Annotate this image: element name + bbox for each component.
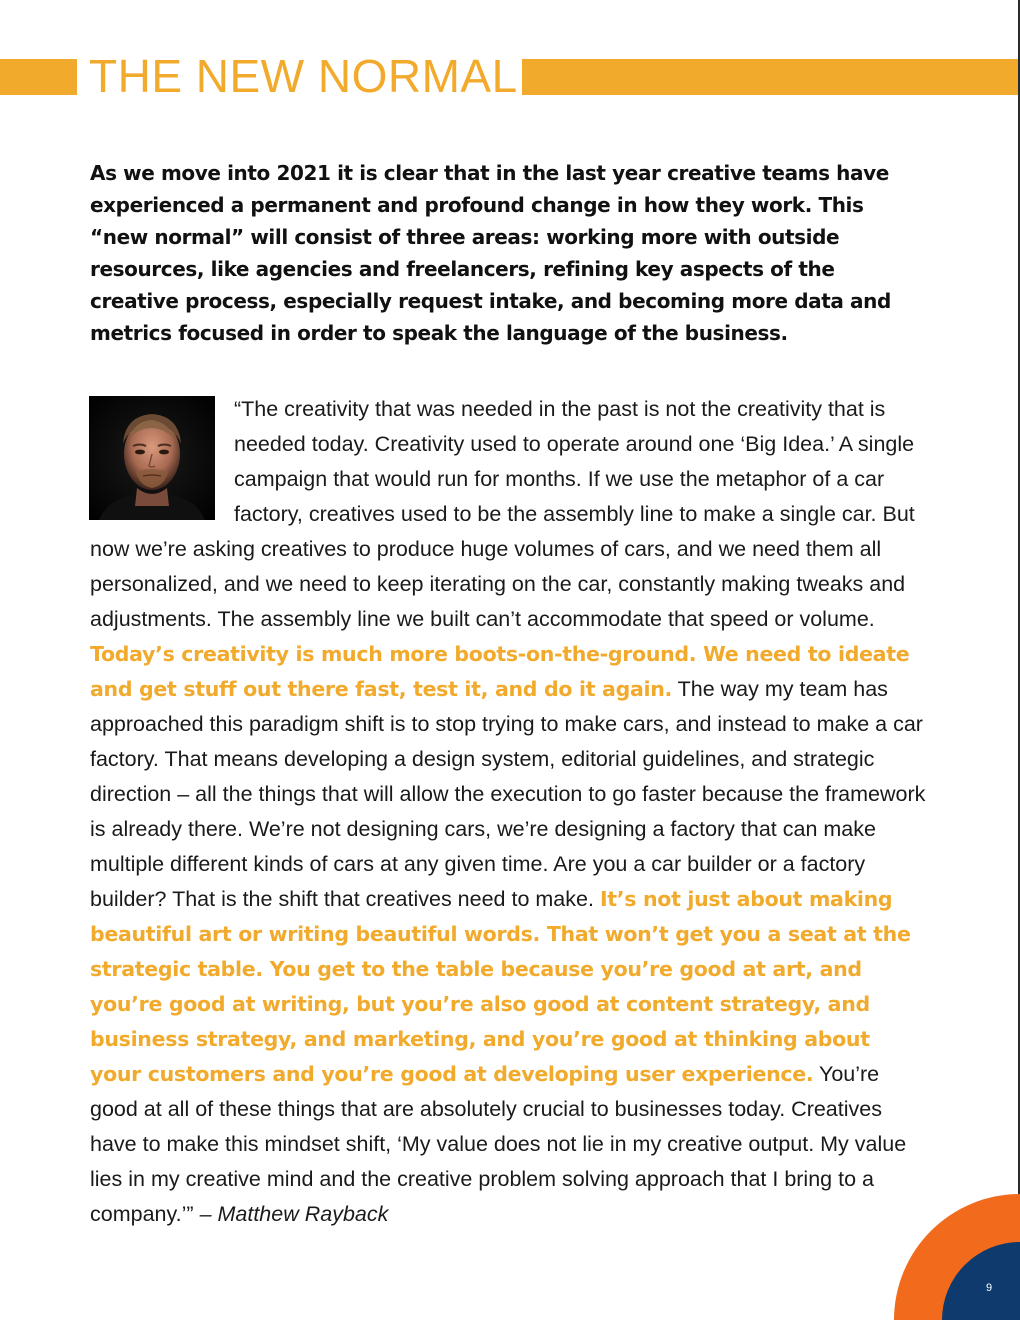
- corner-decoration: [890, 1192, 1020, 1320]
- quote-highlight-1: Today’s creativity is much more boots-on-the-ground. We need to ideate and get stuff out there fast, test it, and do it again.: [90, 642, 910, 701]
- title-bar-right: [522, 59, 1018, 95]
- quote-part-2: The way my team has approached this paradigm shift is to stop trying to make cars, and instead to make a car factory. That means developing a design system, editorial guidelines, and strategic direction – all the things that will allow the execution to go faster because the framework is already there. We’re not designing cars, we’re designing a factory that can make multiple different kinds of cars at any given time. Are you a car builder or a factory builder? That is the shift that creatives need to make.: [90, 677, 926, 911]
- quote-paragraph: [90, 392, 926, 1232]
- quote-part-3: You’re good at all of these things that are absolutely crucial to businesses today. Creatives have to make this mindset shift, ‘My value does not lie in my creative output. My value lies in my creative mind and the creative problem solving approach that I bring to a company.’”: [90, 1062, 907, 1226]
- quote-attribution: – Matthew Rayback: [199, 1202, 389, 1226]
- title-banner: [0, 52, 1020, 100]
- intro-paragraph: As we move into 2021 it is clear that in the last year creative teams have experienced a permanent and profound change in how they work. This “new normal” will consist of three areas: working more with outside resources, like agencies and freelancers, refining key aspects of the creative process, especially request intake, and becoming more data and metrics focused in order to speak the language of the business.: [90, 161, 891, 345]
- title-bar-left: [0, 59, 77, 95]
- quote-part-1: “The creativity that was needed in the past is not the creativity that is needed today. Creativity used to operate around one ‘Big Idea.’ A single campaign that would run for months. If we use the metaphor of a car factory, creatives used to be the assembly line to make a single car. But now we’re asking creatives to produce huge volumes of cars, and we need them all personalized, and we need to keep iterating on the car, constantly making tweaks and adjustments. The assembly line we built can’t accommodate that speed or volume.: [90, 397, 915, 631]
- portrait-wrap-spacer: [90, 392, 234, 532]
- page-title: THE NEW NORMAL: [89, 50, 518, 102]
- quote-highlight-2: It’s not just about making beautiful art or writing beautiful words. That won’t get you a seat at the strategic table. You get to the table because you’re good at art, and you’re good at writing, but you’re also good at content strategy, and business strategy, and marketing, and you’re good at thinking about your customers and you’re good at developing user experience.: [90, 887, 911, 1086]
- page-number: 9: [985, 1282, 993, 1294]
